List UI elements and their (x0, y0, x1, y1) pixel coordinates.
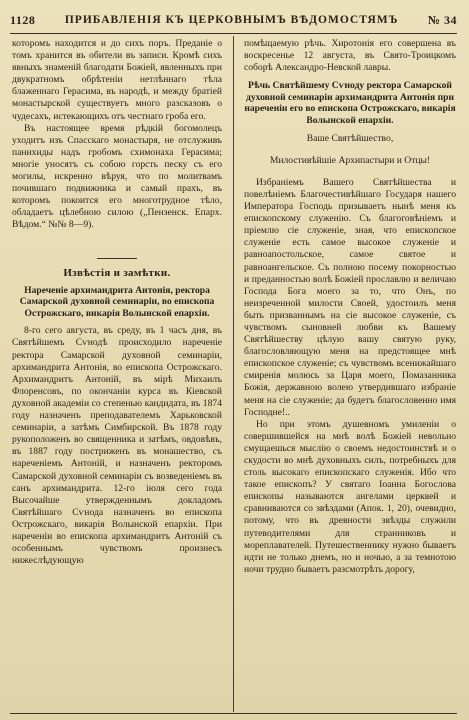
issue-number: № 34 (427, 12, 457, 27)
spacer (244, 145, 456, 151)
speech-paragraph: Избраніемъ Вашего Святѣйшества и повелѣніемъ Благочестивѣйшаго Государя нашего Императора Господь призываетъ нынѣ меня къ епископскому служенію. Съ благоговѣніемъ и пріемлю сіе служеніе, зная, что епископское служеніе есть самое высокое служеніе и равноапостольское, самое святое и равноангельское. Съ полною посему покорностью и преданностью волѣ Божіей прославлю и величаю Господа Бога моего за то, что Онъ, по неизреченной милости Своей, удостоилъ меня быть призваннымъ на сіе высокое служеніе, съ чувствомъ сыновней любви къ Вашему Святѣйшеству цѣлую вашу святую руку, благословляющую меня на предстоящее мнѣ епископское служеніе; съ чувствомъ всенижайшаго смиренія молюсь за Царя моего, Помазанника Божія, державною волею утвердившаго избраніе меня на сіе служеніе; да будетъ благословенно имя Господне!.. (244, 176, 456, 418)
left-column (12, 38, 222, 710)
header-rule (10, 33, 457, 34)
speech-heading: Рѣчь Святѣйшему Сѵноду ректора Самарской духовной семинаріи архимандрита Антонія при нареченіи его во епископа Острожскаго, викарія Волынской епархіи. (244, 80, 456, 127)
section-rule (97, 258, 137, 259)
left-paragraph: Въ настоящее время рѣдкій богомолецъ уходитъ изъ Спасскаго монастыря, не отслуживъ панихиды надъ гробомъ схимонаха Герасима; многіе уносятъ съ собою горсть песку съ его могилы, искренно вѣруя, что по молитвамъ почившаго подвижника и самый прахъ, въ которомъ покоится его многотрудное тѣло, обладаетъ цѣлебною силою („Пензенск. Епарх. Вѣдом.“ №№ 8—9). (12, 122, 222, 231)
left-paragraph: которомъ находится и до сихъ поръ. Преданіе о томъ хранится въ обители въ записи. Кромѣ сихъ явныхъ знаменій благодати Божіей, явленныхъ при двукратномъ обрѣтеніи нетлѣннаго тѣла блаженнаго Герасима, въ народѣ, и между братіей монастырской существуетъ много разсказовъ о чудесахъ, истекающихъ отъ честнаго гроба его. (12, 38, 222, 122)
journal-title: ПРИБАВЛЕНІЯ КЪ ЦЕРКОВНЫМЪ ВѢДОМОСТЯМЪ (64, 14, 399, 26)
page-number: 1128 (10, 12, 36, 27)
address-line: Ваше Святѣйшество, (306, 132, 394, 144)
section-gap (12, 232, 222, 258)
section-title: Извѣстія и замѣтки. (63, 266, 171, 279)
right-intro: помѣщаемую рѣчь. Хиротонія его совершена въ воскресенье 12 августа, въ Свято-Троицкомъ соборѣ Александро-Невской лавры. (244, 38, 456, 74)
right-column (244, 38, 456, 710)
page-header (10, 10, 457, 30)
column-divider (233, 36, 234, 712)
article-body: 8-го сего августа, въ среду, въ 1 часъ дня, въ Святѣйшемъ Сѵнодѣ происходило нареченіе ректора Самарской духовной семинаріи, архимандрита Антонія, во епископа Острожскаго. Архимандритъ Антоній, въ мірѣ Михаилъ Флоренсовъ, по окончаніи курса въ Кіевской духовной академіи со степенью кандидата, въ 1874 году назначенъ преподавателемъ Харьковской семинаріи, а затѣмъ Симбирской. Въ 1878 году рукоположенъ во священника и затѣмъ, овдовѣвъ, въ 1887 году постриженъ въ монашество, съ нареченіемъ Антоній, и назначенъ ректоромъ Самарской духовной семинаріи съ возведеніемъ въ санъ архимандрита. 12-го іюля сего года Высочайше утвержденнымъ докладомъ Святѣйшаго Сѵнода назначенъ во епископа Острожскаго, викарія Волынской епархіи. При нареченіи во епископа архимандритъ Антоній съ особеннымъ чувствомъ произнесъ нижеслѣдующую (12, 325, 222, 567)
footer-rule (10, 713, 457, 714)
speech-paragraph: Но при этомъ душевномъ умиленіи о совершившейся на мнѣ волѣ Божіей невольно смущаешься мыслію о своемъ недостоинствѣ и о скудости во мнѣ духовныхъ силъ, потребныхъ для столь высокаго епископскаго служенія. Ибо что такое епископъ? У святаго Іоанна Богослова епископы называются ангелами церквей и сравниваются со звѣздами (Апок. 1, 20), очевидно, потому, что въ древности звѣзды служили путеводителями для странниковъ и мореплавателей. Путешественнику нужно бываетъ идти не только днемъ, но и ночью, а за темнотою ночи трудно бываетъ разсмотрѣть дорогу, (244, 418, 456, 575)
article-subtitle: Нареченіе архимандрита Антонія, ректора Самарской духовной семинаріи, во епископа Острожскаго, викарія Волынской епархіи. (19, 284, 215, 319)
address-line: Милостивѣйшіе Архипастыри и Отцы! (269, 154, 431, 166)
